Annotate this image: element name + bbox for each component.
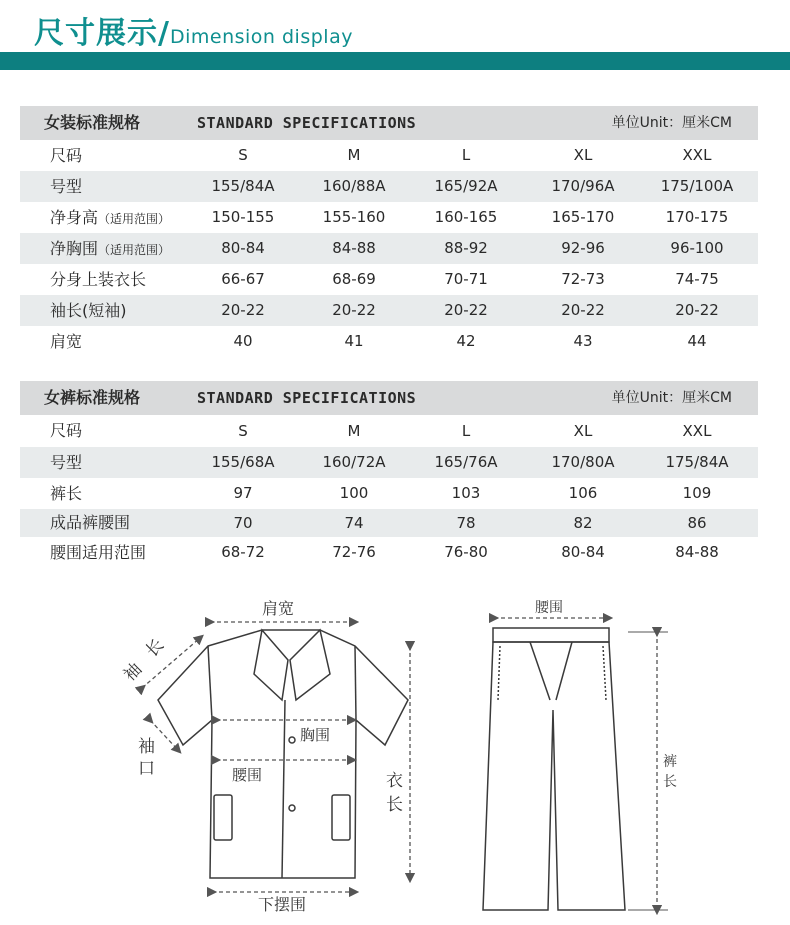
table-cell: 100 [339, 484, 369, 502]
table-cell: 70-71 [444, 270, 488, 288]
table-header [20, 106, 758, 140]
table-cell: 20-22 [561, 301, 605, 319]
table-cell: 97 [233, 484, 253, 502]
label-hem: 下摆围 [258, 895, 307, 914]
measurement-diagram [0, 580, 790, 921]
table-cell: M [347, 422, 361, 440]
table-cell: 165/92A [434, 177, 498, 195]
jacket-collar-right [290, 630, 330, 700]
pants-drawing [483, 628, 625, 910]
table-title-en: STANDARD SPECIFICATIONS [197, 114, 417, 132]
label-length-1: 衣 [386, 771, 403, 791]
table-cell: 150-155 [211, 208, 275, 226]
table-cell: 165/76A [434, 453, 498, 471]
bottom-spec-table [20, 381, 758, 568]
table-row [20, 264, 758, 295]
table-cell: 43 [573, 332, 593, 350]
table-cell: 20-22 [221, 301, 265, 319]
pants-outline [483, 642, 625, 910]
header-bar [0, 52, 790, 70]
table-title-cn: 女装标准规格 [44, 113, 141, 132]
table-cell: 155/68A [211, 453, 275, 471]
label-pants-waist: 腰围 [535, 600, 563, 616]
label-chest: 胸围 [300, 726, 331, 744]
top-spec-table [20, 106, 758, 357]
table-cell: 160/72A [322, 453, 386, 471]
row-label: 袖长(短袖) [50, 301, 127, 320]
table-cell: 42 [456, 332, 476, 350]
label-pants-length-1: 裤 [663, 754, 677, 770]
row-label-note: （适用范围） [98, 243, 171, 257]
table-cell: 106 [568, 484, 598, 502]
jacket-placket [282, 700, 285, 878]
pocket-right [332, 795, 350, 840]
label-waist: 腰围 [232, 766, 263, 784]
table-cell: XL [573, 422, 593, 440]
table-cell: 40 [233, 332, 253, 350]
label-length-2: 长 [386, 795, 403, 815]
table-cell: 20-22 [444, 301, 488, 319]
row-label [50, 233, 170, 266]
table-cell: M [347, 146, 361, 164]
row-label: 尺码 [50, 146, 83, 165]
table-cell: 109 [682, 484, 712, 502]
table-cell: 20-22 [332, 301, 376, 319]
table-cell: 44 [687, 332, 707, 350]
table-cell: 175/84A [665, 453, 729, 471]
table-cell: 70 [233, 514, 253, 532]
row-label-note: （适用范围） [98, 212, 171, 226]
table-cell: 155-160 [322, 208, 386, 226]
table-cell: 84-88 [675, 543, 719, 561]
table-cell: L [461, 146, 471, 164]
table-cell: 165-170 [551, 208, 615, 226]
table-cell: 80-84 [221, 239, 265, 257]
table-title-en: STANDARD SPECIFICATIONS [197, 389, 417, 407]
table-cell: 96-100 [670, 239, 724, 257]
label-pants-length-2: 长 [663, 774, 677, 790]
table-cell: 76-80 [444, 543, 488, 561]
table-cell: 82 [573, 514, 593, 532]
button-2 [289, 805, 295, 811]
table-cell: 92-96 [561, 239, 605, 257]
title-cn: 尺寸展示/ [34, 16, 170, 51]
label-shoulder: 肩宽 [262, 599, 295, 618]
table-row [20, 202, 758, 233]
garment-diagram-svg [0, 580, 790, 921]
table-row [20, 171, 758, 202]
table-cell: L [461, 422, 471, 440]
table-row [20, 478, 758, 509]
table-cell: 170/80A [551, 453, 615, 471]
table-cell: 103 [451, 484, 481, 502]
row-label [50, 202, 170, 235]
table-row [20, 415, 758, 447]
table-cell: 155/84A [211, 177, 275, 195]
table-row [20, 233, 758, 264]
pants-measure-lines [494, 618, 657, 910]
row-label: 成品裤腰围 [50, 513, 131, 532]
jacket-drawing [158, 630, 408, 878]
table-cell: 84-88 [332, 239, 376, 257]
table-cell: 72-73 [561, 270, 605, 288]
table-cell: 88-92 [444, 239, 488, 257]
table-cell: XL [573, 146, 593, 164]
row-label: 号型 [50, 453, 83, 472]
button-1 [289, 737, 295, 743]
table-cell: S [238, 146, 248, 164]
table-row [20, 295, 758, 326]
table-cell: 66-67 [221, 270, 265, 288]
page-title [34, 8, 353, 52]
row-label: 裤长 [50, 484, 83, 503]
table-cell: 68-69 [332, 270, 376, 288]
row-label: 肩宽 [50, 332, 83, 351]
label-cuff-1: 袖 [138, 737, 155, 757]
row-label: 分身上装衣长 [50, 270, 147, 289]
table-cell: 68-72 [221, 543, 265, 561]
table-row [20, 537, 758, 568]
table-cell: 80-84 [561, 543, 605, 561]
table-cell: 160-165 [434, 208, 498, 226]
table-cell: XXL [682, 422, 712, 440]
row-label: 号型 [50, 177, 83, 196]
table-cell: 20-22 [675, 301, 719, 319]
table-cell: 74-75 [675, 270, 719, 288]
unit-label: 单位Unit：厘米CM [611, 115, 732, 131]
title-en: Dimension display [169, 26, 353, 48]
row-label: 腰围适用范围 [50, 543, 147, 562]
jacket-collar-left [254, 630, 288, 700]
row-label: 尺码 [50, 421, 83, 440]
pocket-left [214, 795, 232, 840]
table-cell: 72-76 [332, 543, 376, 561]
pants-waistband [493, 628, 609, 642]
table-title-cn: 女裤标准规格 [44, 388, 141, 407]
table-header [20, 381, 758, 415]
label-sleeve-2: 长 [141, 635, 169, 662]
table-cell: 86 [687, 514, 707, 532]
table-cell: S [238, 422, 248, 440]
label-sleeve-1: 袖 [119, 659, 147, 686]
table-cell: 41 [344, 332, 364, 350]
header [0, 0, 790, 72]
jacket-measure-lines [142, 622, 410, 892]
row-label-main: 净胸围 [50, 239, 99, 258]
table-row [20, 140, 758, 171]
table-row [20, 509, 758, 537]
table-cell: 160/88A [322, 177, 386, 195]
unit-label: 单位Unit：厘米CM [611, 390, 732, 406]
table-cell: 175/100A [660, 177, 734, 195]
table-cell: XXL [682, 146, 712, 164]
table-row [20, 447, 758, 478]
table-cell: 170-175 [665, 208, 729, 226]
table-cell: 78 [456, 514, 476, 532]
table-cell: 74 [344, 514, 364, 532]
table-row [20, 326, 758, 357]
table-cell: 170/96A [551, 177, 615, 195]
row-label-main: 净身高 [50, 208, 99, 227]
label-cuff-2: 口 [138, 759, 155, 779]
